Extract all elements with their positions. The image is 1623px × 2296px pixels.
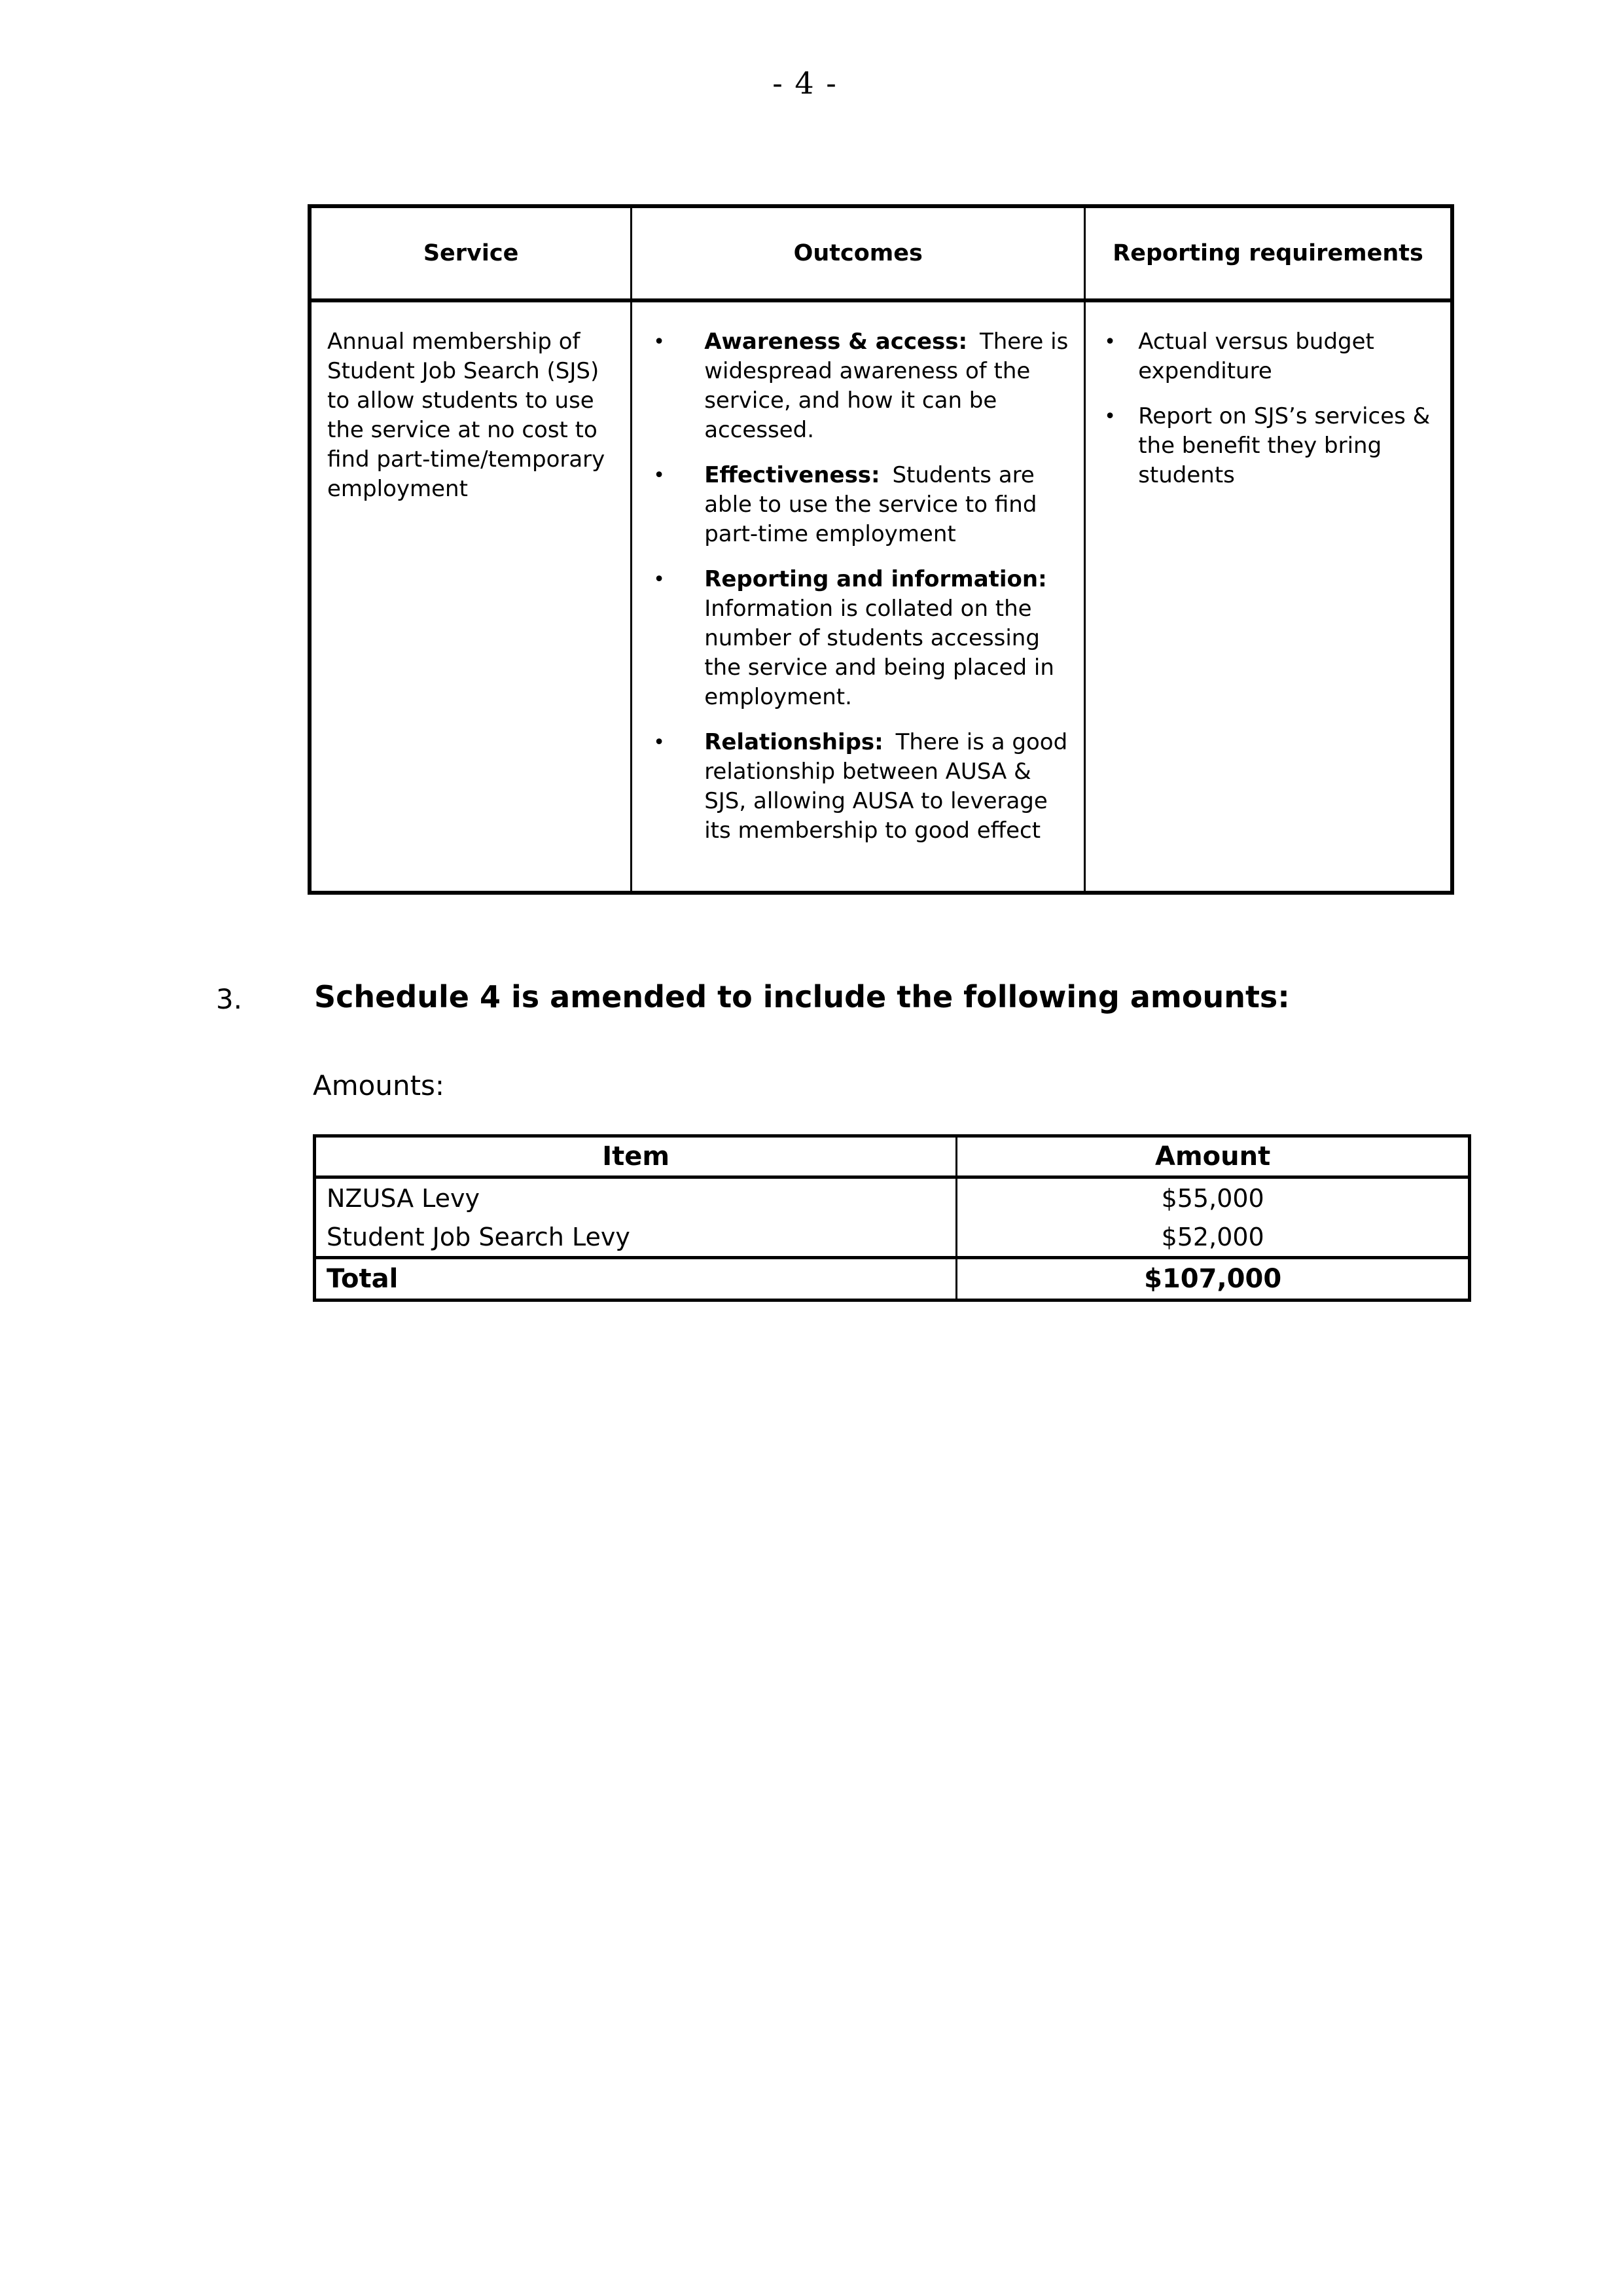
outcome-item: [632, 461, 1075, 549]
outcome-item-text: There is a good relationship between AUSA & SJS, allowing AUSA to leverage its membership to good effect: [704, 729, 1068, 844]
bullet-icon: •: [653, 464, 665, 487]
service-outcomes-table: [308, 204, 1454, 895]
item-cell: NZUSA Levy: [316, 1179, 957, 1217]
reporting-requirement-item: [1086, 402, 1441, 490]
column-header-outcomes: Outcomes: [630, 208, 1086, 298]
reporting-requirement-text: Report on SJS’s services & the benefit they bring students: [1138, 403, 1431, 488]
outcome-item-text-block: [704, 327, 1075, 445]
column-header-item: Item: [316, 1138, 957, 1175]
section-heading: Schedule 4 is amended to include the following amounts:: [314, 979, 1290, 1014]
service-table-header-row: [312, 208, 1450, 302]
bullet-icon: •: [653, 731, 665, 754]
outcome-item-title: Awareness & access:: [704, 329, 968, 355]
outcome-item-title: Effectiveness:: [704, 462, 880, 488]
outcome-item-text-block: [704, 565, 1075, 712]
outcome-item-text: Students are able to use the service to find part-time employment: [704, 462, 1037, 547]
column-header-service: Service: [423, 240, 519, 266]
column-header-reporting-requirements: Reporting requirements: [1113, 240, 1423, 266]
bullet-icon: •: [653, 568, 665, 591]
total-amount: $107,000: [1144, 1264, 1282, 1294]
reporting-requirements-cell: [1086, 302, 1450, 891]
amounts-table: [313, 1134, 1471, 1302]
bullet-icon: •: [1104, 405, 1116, 428]
table-row: [316, 1179, 1468, 1217]
service-description: Annual membership of Student Job Search (SJS) to allow students to use the service at no cost to find part-time/temporary employment: [327, 329, 605, 502]
amount-cell: $55,000: [1161, 1183, 1264, 1213]
outcome-item-text-block: [704, 461, 1075, 549]
service-cell: [312, 302, 630, 891]
total-row: [316, 1256, 1468, 1299]
outcomes-cell: [630, 302, 1086, 891]
outcome-item-text: There is widespread awareness of the service, and how it can be accessed.: [704, 329, 1069, 443]
reporting-requirement-item: [1086, 327, 1441, 386]
page-number: - 4 -: [772, 65, 838, 101]
reporting-requirement-text: Actual versus budget expenditure: [1138, 329, 1374, 384]
outcome-item-text-block: [704, 728, 1075, 846]
outcome-item: [632, 327, 1075, 445]
column-header-amount: Amount: [1155, 1141, 1271, 1172]
table-row: [316, 1217, 1468, 1256]
bullet-icon: •: [1104, 331, 1116, 353]
amounts-label: Amounts:: [313, 1069, 445, 1102]
item-cell: Student Job Search Levy: [316, 1217, 957, 1256]
amounts-table-header-row: [316, 1138, 1468, 1179]
outcome-item: [632, 565, 1075, 712]
section-number: 3.: [216, 983, 243, 1015]
outcome-item-text: Information is collated on the number of students accessing the service and being placed in employment.: [704, 596, 1054, 710]
service-table-body-row: [312, 302, 1450, 891]
outcome-item-title: Relationships:: [704, 729, 883, 755]
bullet-icon: •: [653, 331, 665, 353]
outcome-item: [632, 728, 1075, 846]
amount-cell: $52,000: [1161, 1222, 1264, 1251]
total-label: Total: [316, 1259, 957, 1299]
outcome-item-title: Reporting and information:: [704, 566, 1047, 592]
